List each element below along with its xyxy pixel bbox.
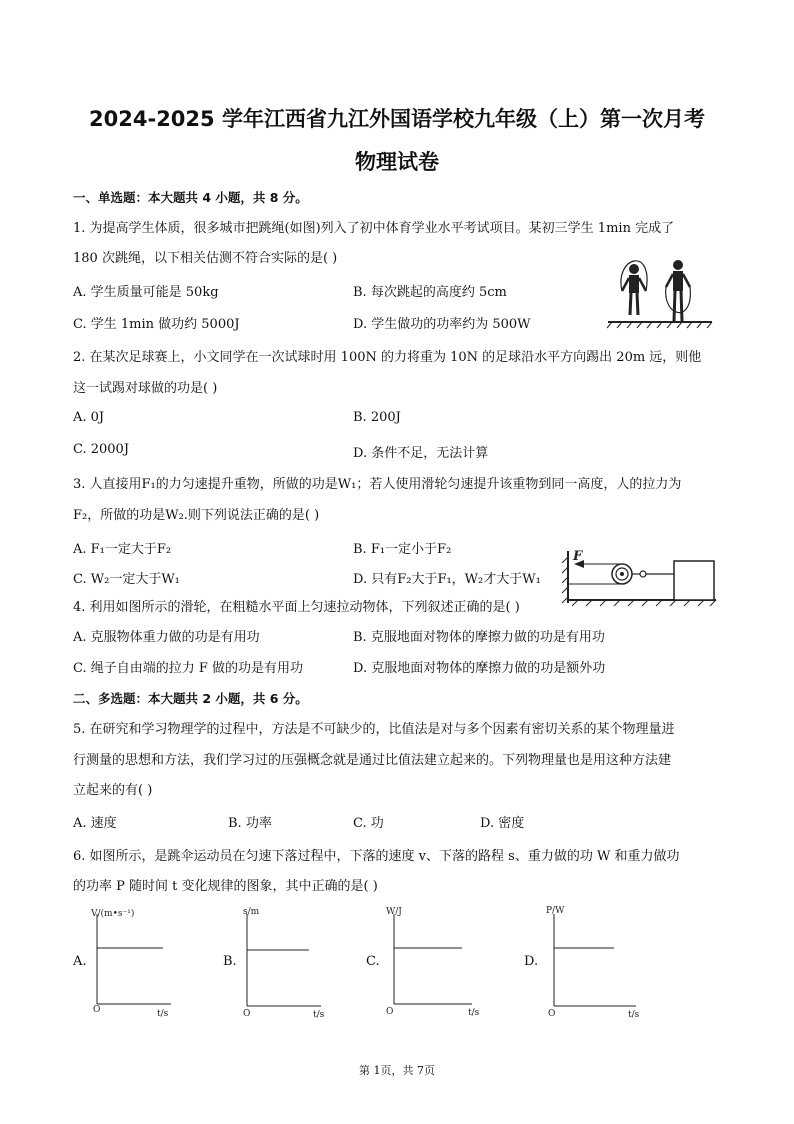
page-footer: 第 1页，共 7页 bbox=[359, 1064, 435, 1077]
graph-d-origin-label: O bbox=[548, 1009, 556, 1019]
question-1-line-2: 180 次跳绳，以下相关估测不符合实际的是( ) bbox=[73, 251, 338, 266]
section-heading-multiple-choice: 二、多选题：本大题共 2 小题，共 6 分。 bbox=[73, 691, 308, 706]
graph-option-label: C. bbox=[366, 954, 380, 969]
question-1-option-a: A. 学生质量可能是 50kg bbox=[73, 285, 219, 300]
question-3-option-b: B. F₁一定小于F₂ bbox=[353, 542, 452, 557]
question-5-option-c: C. 功 bbox=[353, 816, 384, 831]
question-3-option-a: A. F₁一定大于F₂ bbox=[73, 542, 172, 557]
question-1-line-1: 1. 为提高学生体质，很多城市把跳绳(如图)列入了初中体育学业水平考试项目。某初三学生 1min 完成了 bbox=[73, 221, 675, 236]
graph-c-origin-label: O bbox=[386, 1007, 394, 1017]
question-4-option-b: B. 克服地面对物体的摩擦力做的功是有用功 bbox=[353, 630, 605, 645]
graph-option-label: B. bbox=[223, 954, 237, 969]
question-2-option-d: D. 条件不足，无法计算 bbox=[353, 446, 489, 461]
question-6-line-2: 的功率 P 随时间 t 变化规律的图象，其中正确的是( ) bbox=[73, 879, 378, 894]
question-2-option-a: A. 0J bbox=[73, 410, 105, 425]
graph-b-origin-label: O bbox=[243, 1009, 251, 1019]
graph-option-c bbox=[366, 904, 480, 1018]
question-3-line-1: 3. 人直接用F₁的力匀速提升重物，所做的功是W₁；若人使用滑轮匀速提升该重物到同一高度，人的拉力为 bbox=[73, 477, 682, 492]
question-5-line-2: 行测量的思想和方法，我们学习过的压强概念就是通过比值法建立起来的。下列物理量也是用这种方法建 bbox=[73, 753, 672, 768]
graph-option-label: A. bbox=[73, 954, 87, 969]
question-5-line-1: 5. 在研究和学习物理学的过程中，方法是不可缺少的，比值法是对与多个因素有密切关系的某个物理量进 bbox=[73, 722, 675, 737]
graph-b-y-axis-label: s/m bbox=[243, 907, 260, 917]
graph-a-origin-label: O bbox=[93, 1005, 101, 1015]
question-5-line-3: 立起来的有( ) bbox=[73, 783, 153, 798]
graph-c-x-axis-label: t/s bbox=[468, 1008, 480, 1018]
question-5-option-b: B. 功率 bbox=[228, 816, 272, 831]
question-5-option-d: D. 密度 bbox=[480, 816, 525, 831]
exam-title: 2024-2025 学年江西省九江外国语学校九年级（上）第一次月考 bbox=[89, 107, 705, 131]
question-5-option-a: A. 速度 bbox=[73, 816, 117, 831]
graph-option-a bbox=[73, 904, 173, 1018]
graph-a-y-axis-label: V/(m•s⁻¹) bbox=[91, 909, 135, 919]
graph-option-label: D. bbox=[524, 954, 539, 969]
question-3-option-d: D. 只有F₂大于F₁，W₂才大于W₁ bbox=[353, 572, 541, 587]
graph-c-y-axis-label: W/J bbox=[386, 907, 402, 917]
question-2-line-1: 2. 在某次足球赛上，小文同学在一次试球时用 100N 的力将重为 10N 的足球沿水平方向踢出 20m 远，则他 bbox=[73, 350, 702, 365]
question-6-line-1: 6. 如图所示，是跳伞运动员在匀速下落过程中，下落的速度 v、下落的路程 s、重力做的功 W 和重力做功 bbox=[73, 849, 680, 864]
question-4-option-a: A. 克服物体重力做的功是有用功 bbox=[73, 630, 260, 645]
graph-d-x-axis-label: t/s bbox=[628, 1010, 640, 1020]
section-heading-single-choice: 一、单选题：本大题共 4 小题，共 8 分。 bbox=[73, 190, 308, 205]
question-2-option-b: B. 200J bbox=[353, 410, 401, 425]
question-3-line-2: F₂，所做的功是W₂.则下列说法正确的是( ) bbox=[73, 508, 320, 523]
graph-a-x-axis-label: t/s bbox=[157, 1009, 169, 1019]
question-4-option-c: C. 绳子自由端的拉力 F 做的功是有用功 bbox=[73, 661, 304, 676]
exam-subtitle: 物理试卷 bbox=[355, 150, 439, 174]
question-1-option-b: B. 每次跳起的高度约 5cm bbox=[353, 285, 507, 300]
question-4-line-1: 4. 利用如图所示的滑轮，在粗糙水平面上匀速拉动物体，下列叙述正确的是( ) bbox=[73, 600, 520, 615]
graph-d-y-axis-label: P/W bbox=[546, 906, 565, 916]
question-2-line-2: 这一试踢对球做的功是( ) bbox=[73, 381, 218, 396]
question-2-option-c: C. 2000J bbox=[73, 442, 130, 457]
graph-option-d bbox=[524, 904, 640, 1018]
graph-option-b bbox=[223, 904, 323, 1018]
question-1-option-c: C. 学生 1min 做功约 5000J bbox=[73, 317, 240, 332]
question-4-option-d: D. 克服地面对物体的摩擦力做的功是额外功 bbox=[353, 661, 606, 676]
jump-rope-figure bbox=[604, 247, 716, 329]
graph-b-x-axis-label: t/s bbox=[313, 1010, 325, 1020]
question-1-option-d: D. 学生做功的功率约为 500W bbox=[353, 317, 531, 332]
pulley-figure bbox=[560, 547, 720, 607]
question-3-option-c: C. W₂一定大于W₁ bbox=[73, 572, 180, 587]
force-label: F bbox=[573, 549, 583, 564]
